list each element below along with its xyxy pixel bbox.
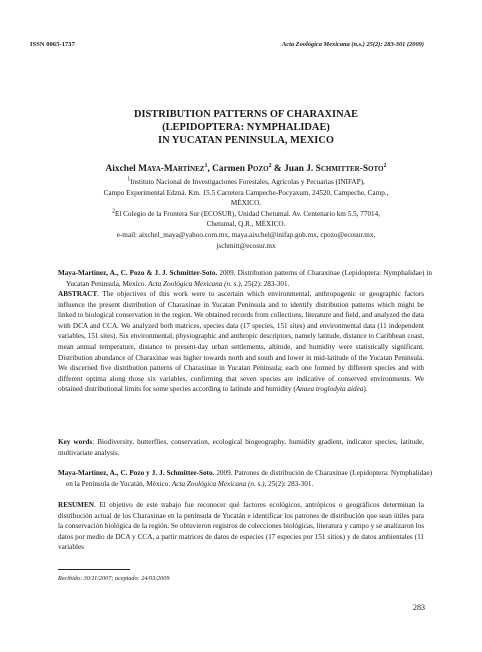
email-line-1: e-mail: aixchel_maya@yahoo.com.mx, maya.aixchel@inifap.gob.mx, cpozo@ecosur.mx, xyxy=(116,230,376,239)
keywords-text: : Biodiversity, butterflies, conservation, ecological biogeography, humidity gradient, indicator species, latitude, multivariate analysis. xyxy=(58,438,424,457)
keywords xyxy=(58,437,424,458)
english-citation xyxy=(58,268,432,289)
journal-header: Acta Zoológica Mexicana (n.s.) 25(2): 283-301 (2009) xyxy=(282,41,424,48)
issn-header: ISSN 0065-1737 xyxy=(30,41,75,48)
abstract-end: ). xyxy=(363,385,368,394)
author-2-sup: 2 xyxy=(268,162,272,169)
footnote-rule xyxy=(58,569,130,570)
affiliations xyxy=(50,177,442,251)
email-line-2: jschmitt@ecosur.mx xyxy=(216,241,276,250)
abstract-text: . The objectives of this work were to ascertain which environmental, anthropogenic or geographic factors influence the present distribution of Charaxinae in Yucatan Peninsula and to identify distribution patterns which might be linked to biological conservation in the region. We obtained records from collections, literature and field, and analyzed the data with DCA and CCA. We analyzed both matrices, species data (17 species, 151 sites) and environmental data (11 independent variables, 151 sites). Six environmental, physiographic and anthropic descriptors, namely latitude, distance to Caribbean coast, mean annual temperature, distance to present-day urban settlements, altitude, and humidity were statistically significant. Distribution abundance of Charaxinae was higher towards north and south and lower in mid-latitude of the Yucatan Peninsula. We discerned five distribution patterns of Charaxinae in Yucatan Peninsula; each one formed by different species and with different optima along those six variables, confirming that seven species are indicative of conserved environments. We obtained distributional limits for some species according to latitude and humidity ( xyxy=(58,290,424,394)
author-3-first: Juan J. xyxy=(284,164,314,174)
affiliation-2-line-1 xyxy=(50,209,442,220)
author-2-last: Pozo xyxy=(247,164,269,174)
spanish-cite-volume: 25(2): 283-301. xyxy=(266,479,314,488)
abstract xyxy=(58,289,424,395)
english-cite-rest: 2009. Distribution patterns of Charaxinae (Lepidoptera: Nymphalidae) in Yucatan Peninsula, Mexico. xyxy=(66,269,433,288)
keywords-label: Key words xyxy=(58,438,93,446)
author-1-first: Aixchel xyxy=(105,164,136,174)
affiliation-2-sup: 2 xyxy=(111,208,115,215)
spanish-cite-journal: Acta Zoológica Mexicana (n. s.), xyxy=(171,479,267,488)
abstract-species: Anaea troglodyta aidea xyxy=(295,385,364,394)
author-3-sup: 2 xyxy=(383,162,387,169)
paper-title xyxy=(50,108,442,147)
affiliation-1-sup: 1 xyxy=(127,176,131,183)
author-1-sup: 1 xyxy=(204,162,208,169)
affiliation-2-line-2: Chetumal, Q.R., MÉXICO. xyxy=(206,220,286,229)
spanish-cite-rest: 2009. Patrones de distribución de Charaxinae (Lepidoptera: Nymphalidae) en la Península de Yucatán, México. xyxy=(66,469,432,488)
author-separator: & xyxy=(271,164,285,174)
author-list: Aixchel Maya-Martínez$^1$, Carmen Pozo$^2$ & Juan J. Schmitter-Soto$^2$ xyxy=(105,162,387,174)
title-line-2: (LEPIDOPTERA: NYMPHALIDAE) xyxy=(162,122,330,133)
english-cite-authors: Maya-Martínez, A., C. Pozo & J. J. Schmitter-Soto. xyxy=(58,269,218,277)
received-date: Recibido: 30/11/2007; aceptado: 24/03/2009 xyxy=(58,575,170,582)
author-3-last: Schmitter-Soto xyxy=(315,164,384,174)
spanish-citation xyxy=(58,468,432,489)
affiliation-2-text: El Colegio de la Frontera Sur (ECOSUR), Unidad Chetumal. Av. Centenario km 5.5, 77014, xyxy=(114,209,381,218)
page-number: 283 xyxy=(413,603,425,612)
title-line-1: DISTRIBUTION PATTERNS OF CHARAXINAE xyxy=(133,109,359,120)
spanish-cite-authors: Maya-Martínez, A., C. Pozo y J. J. Schmitter-Soto. xyxy=(58,469,215,477)
abstract-label: ABSTRACT xyxy=(58,290,98,298)
english-cite-volume: 25(2): 283-301. xyxy=(242,279,290,288)
title-line-3: IN YUCATAN PENINSULA, MEXICO xyxy=(158,135,334,146)
affiliation-1-text: Instituto Nacional de Investigaciones Forestales, Agrícolas y Pecuarias (INIFAP), xyxy=(130,178,365,186)
affiliation-1-line-2: Campo Experimental Edzná. Km. 15.5 Carretera Campeche-Pocyaxum, 24520, Campeche, Camp., xyxy=(103,188,389,197)
resumen-label: RESUMEN xyxy=(58,501,94,509)
affiliation-1-line-3: MÉXICO. xyxy=(230,199,262,208)
resumen-text: . El objetivo de este trabajo fue reconocer qué factores ecológicos, antrópicos o geográficos determinan la distribución actual de los Charaxinae en la península de Yucatán e identificar los patrones de distribución que sean útiles para la conservación biológica de la región. Se obtuvieron registros de colecciones biológicas, literatura y campo y se analizaron los datos por medio de DCA y CCA, a partir matrices de datos de especies (17 especies por 151 sitios) y de datos ambientales (11 variables xyxy=(58,501,424,552)
author-1-last: Maya-Martínez xyxy=(138,164,205,174)
author-2-first: Carmen xyxy=(212,164,245,174)
affiliation-1-line-1 xyxy=(50,177,442,188)
resumen xyxy=(58,500,424,553)
english-cite-journal: Acta Zoológica Mexicana (n. s.), xyxy=(148,279,243,288)
